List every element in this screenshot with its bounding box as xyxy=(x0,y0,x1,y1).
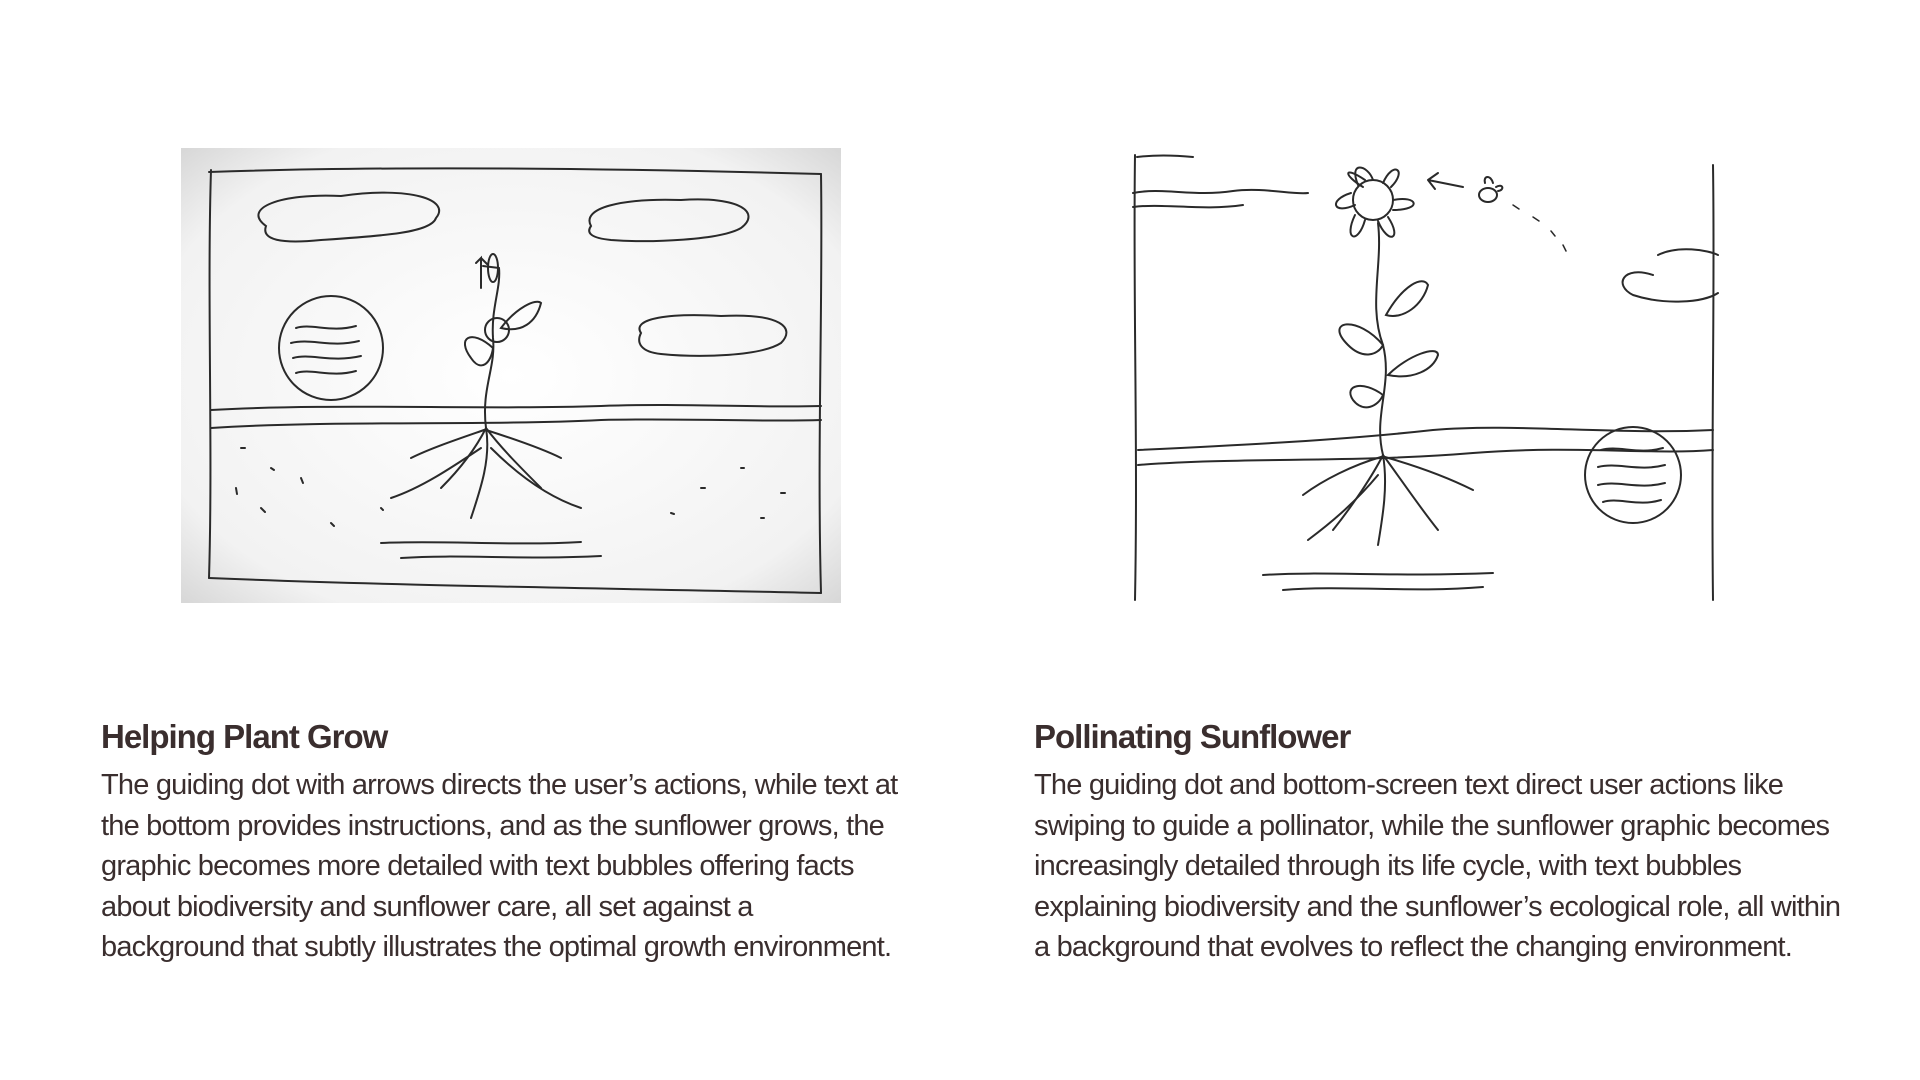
panel-caption-helping-plant-grow xyxy=(101,715,901,968)
sunflower-pollinator-sketch-icon xyxy=(1093,145,1753,605)
seedling-sketch-image xyxy=(181,148,841,603)
panel-description: The guiding dot and bottom-screen text direct user actions like swiping to guide a pollinator, while the sunflower graphic becomes increasingly detailed through its life cycle, with text bubbles explaining biodiversity and the sunflower’s ecological role, all within a background that evolves to reflect the changing environment. xyxy=(1034,769,1841,963)
panel-title: Helping Plant Grow xyxy=(101,718,388,755)
seedling-sketch-icon xyxy=(181,148,841,603)
panel-description: The guiding dot with arrows directs the user’s actions, while text at the bottom provides instructions, and as the sunflower grows, the graphic becomes more detailed with text bubbles offering facts about biodiversity and sunflower care, all set against a background that subtly illustrates the optimal growth environment. xyxy=(101,769,898,963)
panel-title: Pollinating Sunflower xyxy=(1034,718,1351,755)
panel-caption-pollinating-sunflower xyxy=(1034,715,1854,968)
sunflower-pollinator-sketch-image xyxy=(1093,145,1753,605)
